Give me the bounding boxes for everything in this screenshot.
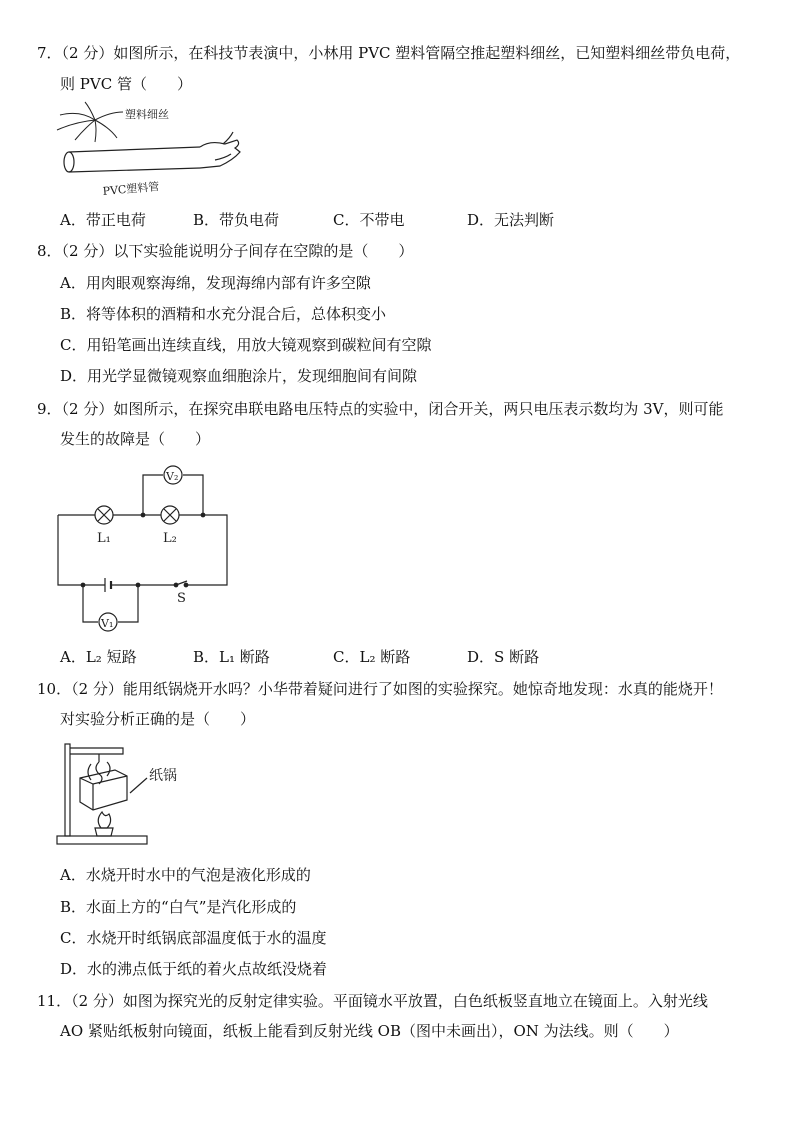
q8-option-d[interactable]: D．用光学显微镜观察血细胞涂片，发现细胞间有间隙: [60, 367, 418, 385]
q9-stem-line2: 发生的故障是（ ）: [60, 430, 211, 448]
q7-option-b[interactable]: B．带负电荷: [193, 211, 280, 229]
q9-option-d[interactable]: D．S 断路: [467, 648, 540, 666]
q10-option-c[interactable]: C．水烧开时纸锅底部温度低于水的温度: [60, 929, 327, 947]
paper-pot-label: 纸锅: [149, 768, 177, 784]
q7-option-a[interactable]: A．带正电荷: [60, 211, 146, 229]
q11-stem-line2: AO 紧贴纸板射向镜面，纸板上能看到反射光线 OB（图中未画出），ON 为法线。则（ ）: [60, 1022, 679, 1040]
series-circuit-figure: [55, 460, 235, 635]
pvc-tube-figure: [55, 100, 255, 200]
q10-option-a[interactable]: A．水烧开时水中的气泡是液化形成的: [60, 866, 311, 884]
q8-option-b[interactable]: B．将等体积的酒精和水充分混合后，总体积变小: [60, 305, 387, 323]
q9-option-c[interactable]: C．L₂ 断路: [333, 648, 411, 666]
q9-stem-line1: 9．（2 分）如图所示，在探究串联电路电压特点的实验中，闭合开关，两只电压表示数均为 3V，则可能: [37, 400, 724, 418]
q7-option-c[interactable]: C．不带电: [333, 211, 405, 229]
q8-option-a[interactable]: A．用肉眼观察海绵，发现海绵内部有许多空隙: [60, 274, 371, 292]
switch-label: S: [177, 591, 186, 606]
q11-stem-line1: 11．（2 分）如图为探究光的反射定律实验。平面镜水平放置，白色纸板竖直地立在镜面上。入射光线: [37, 992, 708, 1010]
q8-option-c[interactable]: C．用铅笔画出连续直线，用放大镜观察到碳粒间有空隙: [60, 336, 432, 354]
q7-option-d[interactable]: D．无法判断: [467, 211, 555, 229]
v2-label: V₂: [166, 470, 179, 483]
q9-option-a[interactable]: A．L₂ 短路: [60, 648, 137, 666]
tube-label: PVC塑料管: [102, 180, 160, 198]
q10-option-b[interactable]: B．水面上方的“白气”是汽化形成的: [60, 898, 297, 916]
q10-option-d[interactable]: D．水的沸点低于纸的着火点故纸没烧着: [60, 960, 328, 978]
v1-label: V₁: [101, 617, 114, 630]
l2-label: L₂: [163, 531, 177, 546]
q10-stem-line1: 10．（2 分）能用纸锅烧开水吗？小华带着疑问进行了如图的实验探究。她惊奇地发现：水真的能烧开！: [37, 680, 723, 698]
paper-pot-figure: [55, 738, 195, 853]
q8-stem: 8．（2 分）以下实验能说明分子间存在空隙的是（ ）: [37, 242, 414, 260]
q7-stem-line2: 则 PVC 管（ ）: [60, 75, 192, 93]
q10-stem-line2: 对实验分析正确的是（ ）: [60, 710, 256, 728]
q7-stem-line1: 7．（2 分）如图所示，在科技节表演中，小林用 PVC 塑料管隔空推起塑料细丝，已知塑料细丝带负电荷，: [37, 44, 741, 62]
q9-option-b[interactable]: B．L₁ 断路: [193, 648, 270, 666]
l1-label: L₁: [97, 531, 111, 546]
filament-label: 塑料细丝: [125, 108, 169, 121]
